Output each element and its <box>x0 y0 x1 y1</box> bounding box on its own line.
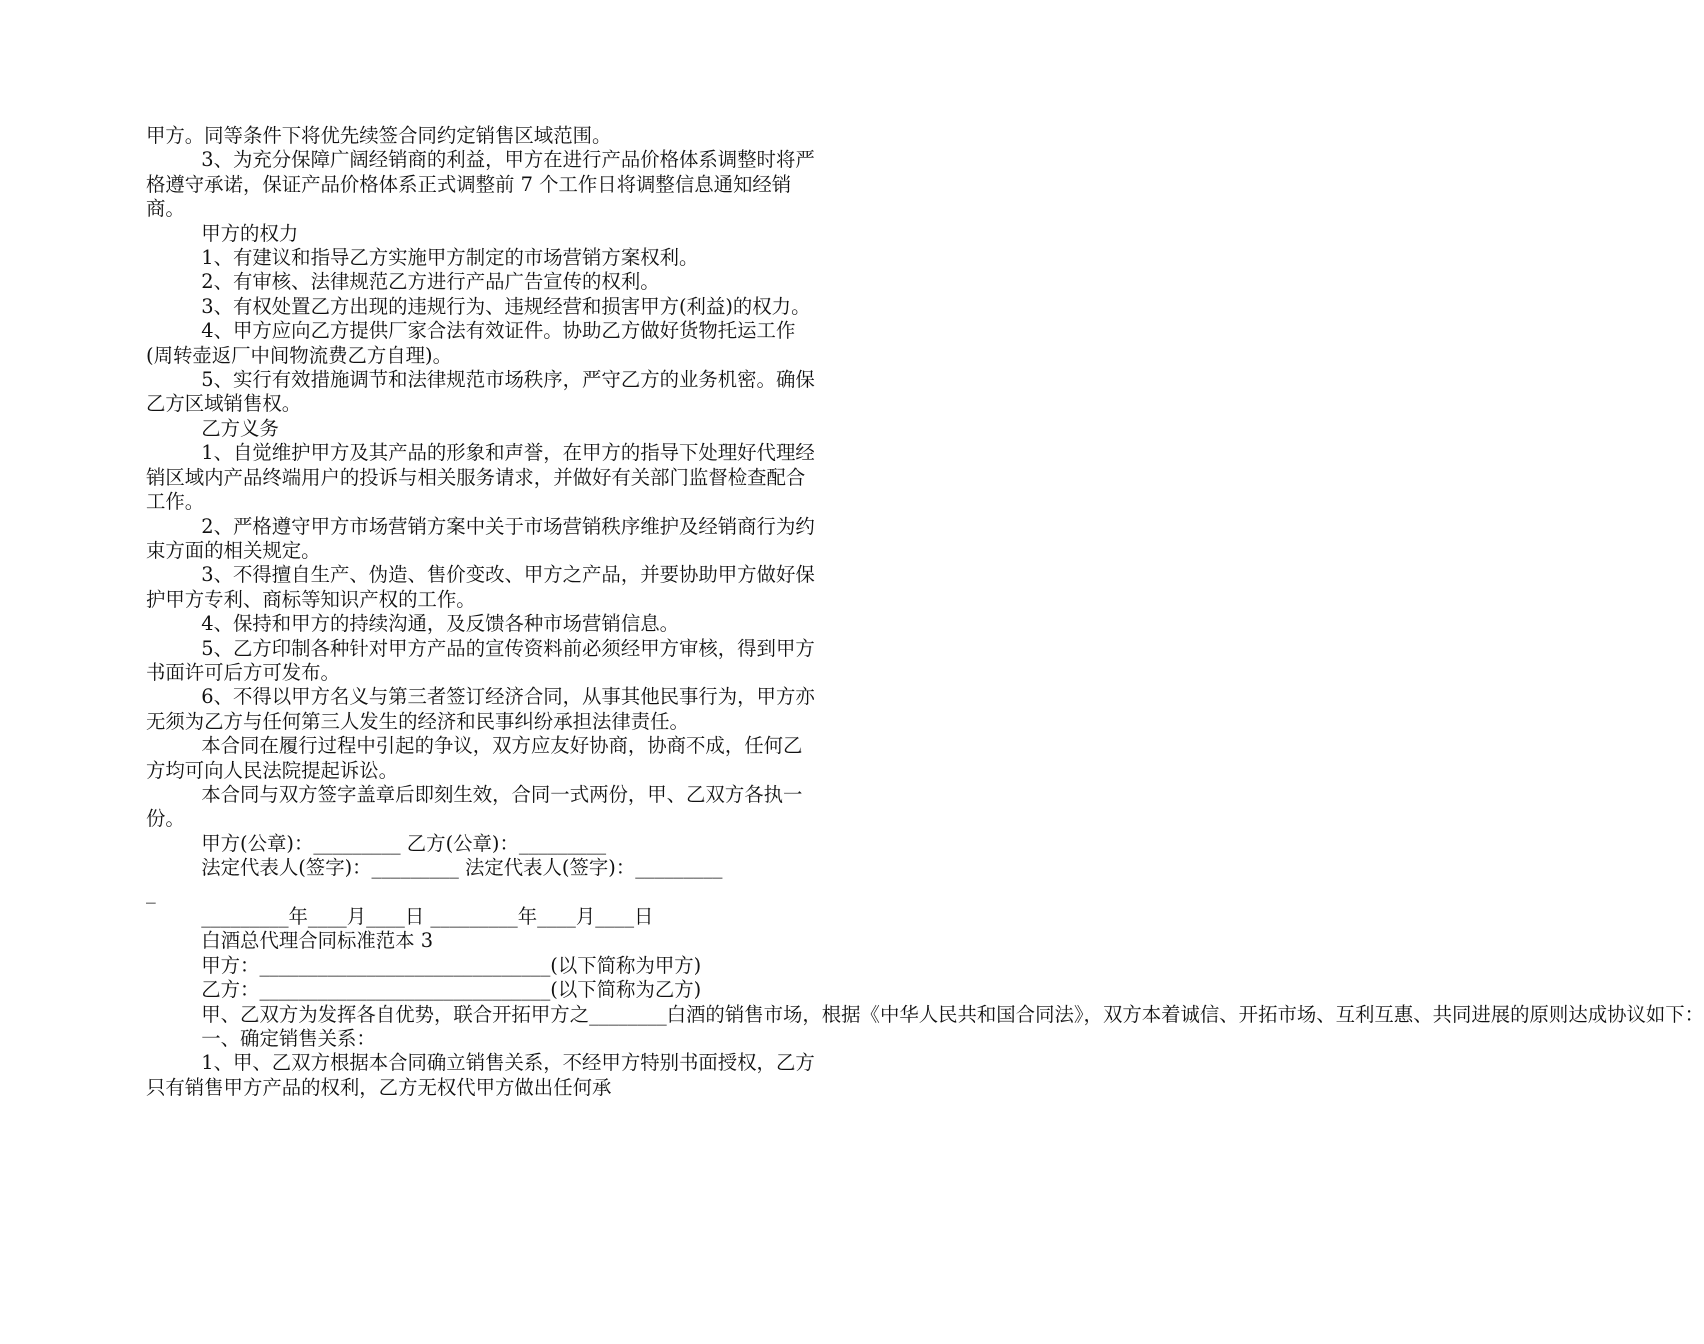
paragraph: 乙方义务 <box>201 416 279 440</box>
paragraph: 2、严格遵守甲方市场营销方案中关于市场营销秩序维护及经销商行为约束方面的相关规定。 <box>146 514 815 562</box>
paragraph: 5、乙方印制各种针对甲方产品的宣传资料前必须经甲方审核，得到甲方书面许可后方可发布。 <box>146 636 815 684</box>
paragraph: 3、不得擅自生产、伪造、售价变改、甲方之产品，并要协助甲方做好保护甲方专利、商标等知识产权的工作。 <box>146 563 815 611</box>
paragraph: 法定代表人(签字)：_________ 法定代表人(签字)：_________ <box>201 856 723 880</box>
paragraph: 甲方。同等条件下将优先续签合同约定销售区域范围。 <box>146 124 612 147</box>
paragraph: 甲方(公章)：_________ 乙方(公章)：_________ <box>201 831 607 855</box>
paragraph: 3、有权处置乙方出现的违规行为、违规经营和损害甲方(利益)的权力。 <box>201 294 811 318</box>
paragraph: 本合同与双方签字盖章后即刻生效，合同一式两份，甲、乙双方各执一份。 <box>146 782 803 831</box>
paragraph: 1、有建议和指导乙方实施甲方制定的市场营销方案权利。 <box>201 246 699 270</box>
paragraph: 4、保持和甲方的持续沟通，及反馈各种市场营销信息。 <box>201 612 679 636</box>
paragraph: 2、有审核、法律规范乙方进行产品广告宣传的权利。 <box>201 270 660 294</box>
paragraph: 甲方的权力 <box>201 221 299 245</box>
paragraph: 1、自觉维护甲方及其产品的形象和声誉，在甲方的指导下处理好代理经销区域内产品终端用户的投诉与相关服务请求，并做好有关部门监督检查配合工作。 <box>146 441 815 514</box>
paragraph: 4、甲方应向乙方提供厂家合法有效证件。协助乙方做好货物托运工作(周转壶返厂中间物流费乙方自理)。 <box>146 319 796 367</box>
paragraph: 3、为充分保障广阔经销商的利益，甲方在进行产品价格体系调整时将严格遵守承诺，保证产品价格体系正式调整前 7 个工作日将调整信息通知经销商。 <box>146 148 815 221</box>
paragraph: 5、实行有效措施调节和法律规范市场秩序，严守乙方的业务机密。确保乙方区域销售权。 <box>146 368 815 416</box>
paragraph: 乙方：______________________________(以下简称为乙方) <box>201 978 702 1002</box>
paragraph: 1、甲、乙双方根据本合同确立销售关系，不经甲方特别书面授权，乙方只有销售甲方产品的权利，乙方无权代甲方做出任何承 <box>146 1051 815 1099</box>
paragraph: _ <box>146 880 156 904</box>
paragraph: 本合同在履行过程中引起的争议，双方应友好协商，协商不成，任何乙方均可向人民法院提起诉讼。 <box>146 734 803 782</box>
paragraph: _________年____月____日 _________年____月____日 <box>201 905 654 928</box>
paragraph: 一、确定销售关系： <box>201 1027 376 1051</box>
paragraph: 6、不得以甲方名义与第三者签订经济合同，从事其他民事行为，甲方亦无须为乙方与任何第三人发生的经济和民事纠纷承担法律责任。 <box>146 685 815 733</box>
document-body <box>146 124 1704 1100</box>
paragraph: 甲方：______________________________(以下简称为甲方) <box>201 953 702 977</box>
paragraph: 甲、乙双方为发挥各自优势，联合开拓甲方之________白酒的销售市场，根据《中华人民共和国合同法》，双方本着诚信、开拓市场、互利互惠、共同进展的原则达成协议如下： <box>201 1002 1704 1026</box>
paragraph: 白酒总代理合同标准范本 3 <box>201 929 434 953</box>
